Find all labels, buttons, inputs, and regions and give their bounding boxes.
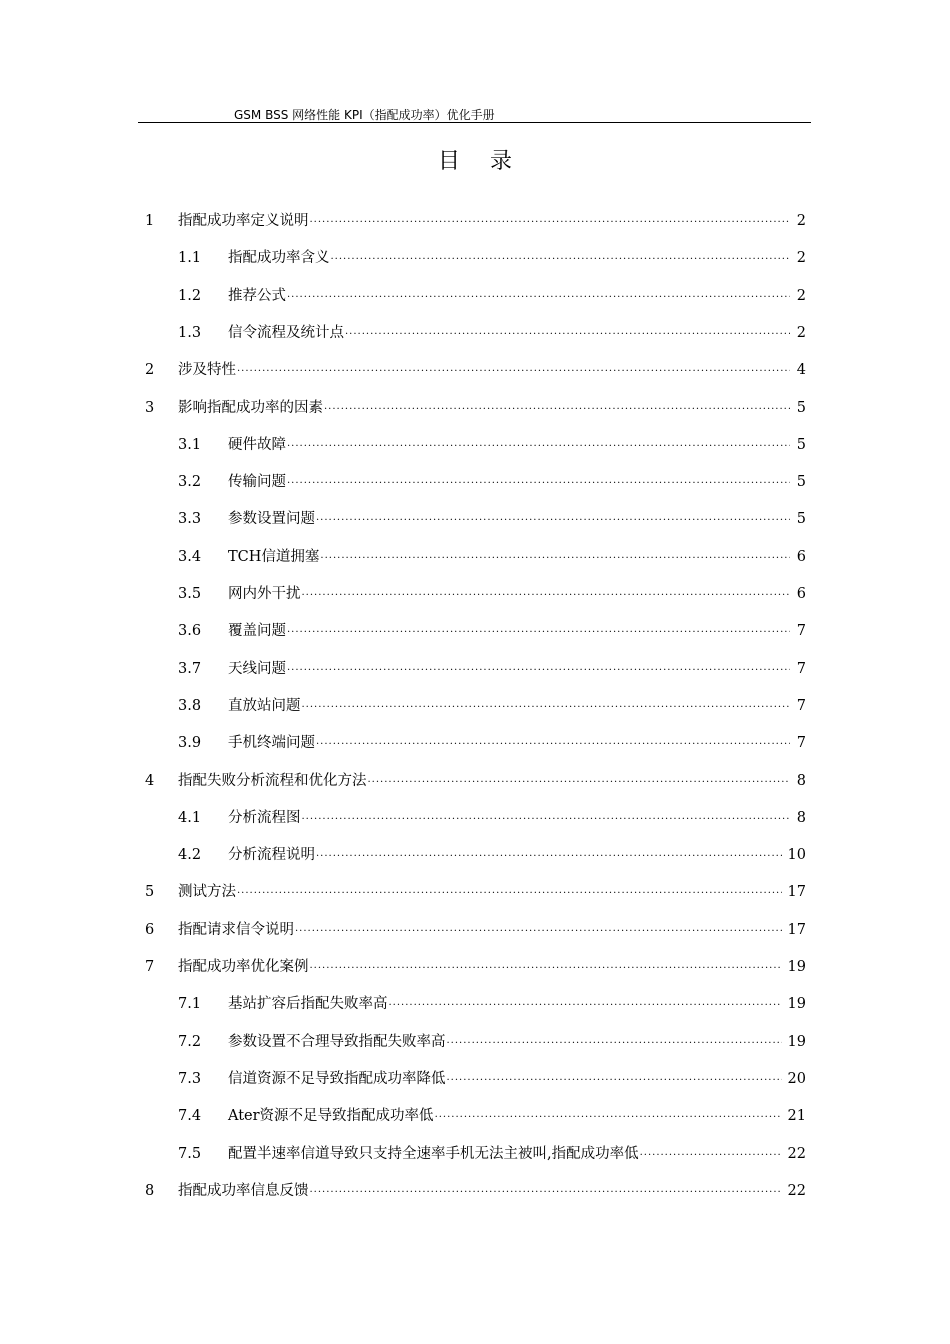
toc-entry-number: 6 bbox=[145, 922, 155, 938]
toc-entry[interactable] bbox=[178, 844, 806, 866]
toc-entry-label: 传输问题 bbox=[228, 474, 286, 490]
toc-leader-dots bbox=[640, 1142, 782, 1164]
toc-leader-dots bbox=[320, 545, 790, 567]
toc-entry-label: 基站扩容后指配失败率高 bbox=[228, 996, 388, 1012]
toc-entry[interactable] bbox=[178, 583, 806, 605]
toc-entry[interactable] bbox=[145, 956, 806, 978]
toc-entry-number: 4 bbox=[145, 773, 155, 789]
toc-leader-dots bbox=[287, 619, 790, 641]
toc-entry-label: 信令流程及统计点 bbox=[228, 325, 344, 341]
toc-entry[interactable] bbox=[178, 993, 806, 1015]
toc-entry-label: Ater资源不足导致指配成功率低 bbox=[228, 1108, 434, 1124]
toc-entry[interactable] bbox=[178, 1143, 806, 1165]
toc-leader-dots bbox=[316, 731, 790, 753]
toc-entry-page: 8 bbox=[796, 773, 806, 789]
toc-entry[interactable] bbox=[178, 1105, 806, 1127]
toc-entry[interactable] bbox=[178, 1031, 806, 1053]
toc-entry[interactable] bbox=[178, 695, 806, 717]
toc-entry-label: 网内外干扰 bbox=[228, 586, 301, 602]
toc-entry-number: 3.8 bbox=[178, 698, 202, 714]
toc-entry-label: 指配失败分析流程和优化方法 bbox=[178, 773, 367, 789]
toc-leader-dots bbox=[295, 918, 782, 940]
toc-entry-label: 指配成功率信息反馈 bbox=[178, 1183, 309, 1199]
toc-entry-page: 19 bbox=[787, 959, 806, 975]
toc-leader-dots bbox=[287, 433, 790, 455]
toc-entry-page: 19 bbox=[787, 1034, 806, 1050]
toc-entry-page: 4 bbox=[796, 362, 806, 378]
toc-entry-page: 2 bbox=[796, 325, 806, 341]
toc-entry-page: 21 bbox=[787, 1108, 806, 1124]
toc-entry-label: 覆盖问题 bbox=[228, 623, 286, 639]
toc-entry-page: 22 bbox=[787, 1183, 806, 1199]
toc-entry-page: 22 bbox=[787, 1146, 806, 1162]
running-header: GSM BSS 网络性能 KPI（指配成功率）优化手册 bbox=[234, 108, 495, 122]
toc-entry-label: 配置半速率信道导致只支持全速率手机无法主被叫,指配成功率低 bbox=[228, 1146, 639, 1162]
toc-entry-number: 5 bbox=[145, 884, 155, 900]
toc-entry-label: 指配成功率含义 bbox=[228, 250, 330, 266]
toc-entry-label: 硬件故障 bbox=[228, 437, 286, 453]
toc-leader-dots bbox=[287, 470, 790, 492]
toc-entry[interactable] bbox=[178, 1068, 806, 1090]
toc-entry-page: 5 bbox=[796, 400, 806, 416]
toc-entry[interactable] bbox=[145, 1180, 806, 1202]
toc-entry-label: 推荐公式 bbox=[228, 288, 286, 304]
toc-entry[interactable] bbox=[178, 508, 806, 530]
toc-entry-number: 3.4 bbox=[178, 549, 202, 565]
toc-leader-dots bbox=[302, 806, 791, 828]
toc-leader-dots bbox=[316, 843, 782, 865]
toc-entry[interactable] bbox=[145, 397, 806, 419]
toc-entry-label: 影响指配成功率的因素 bbox=[178, 400, 323, 416]
toc-entry-number: 3.7 bbox=[178, 661, 202, 677]
toc-entry[interactable] bbox=[178, 658, 806, 680]
toc-entry-page: 20 bbox=[787, 1071, 806, 1087]
toc-entry-number: 3.9 bbox=[178, 735, 202, 751]
toc-leader-dots bbox=[302, 582, 791, 604]
toc-entry-number: 2 bbox=[145, 362, 155, 378]
toc-entry-page: 2 bbox=[796, 213, 806, 229]
toc-entry-label: 分析流程说明 bbox=[228, 847, 315, 863]
toc-entry[interactable] bbox=[178, 285, 806, 307]
toc-entry-page: 8 bbox=[796, 810, 806, 826]
toc-entry-page: 6 bbox=[796, 549, 806, 565]
toc-entry-page: 5 bbox=[796, 437, 806, 453]
toc-entry[interactable] bbox=[145, 770, 806, 792]
toc-entry[interactable] bbox=[178, 546, 806, 568]
toc-leader-dots bbox=[287, 284, 790, 306]
toc-entry-page: 2 bbox=[796, 288, 806, 304]
toc-entry-page: 7 bbox=[796, 735, 806, 751]
toc-entry-label: 直放站问题 bbox=[228, 698, 301, 714]
toc-leader-dots bbox=[287, 657, 790, 679]
toc-entry[interactable] bbox=[145, 359, 806, 381]
toc-entry-page: 10 bbox=[787, 847, 806, 863]
toc-leader-dots bbox=[389, 992, 782, 1014]
toc-entry[interactable] bbox=[178, 434, 806, 456]
toc-leader-dots bbox=[316, 507, 790, 529]
toc-leader-dots bbox=[447, 1030, 782, 1052]
toc-entry-page: 2 bbox=[796, 250, 806, 266]
toc-entry-page: 17 bbox=[787, 884, 806, 900]
toc-entry-number: 3.2 bbox=[178, 474, 202, 490]
toc-entry[interactable] bbox=[145, 210, 806, 232]
toc-entry-number: 4.1 bbox=[178, 810, 202, 826]
toc-leader-dots bbox=[331, 246, 791, 268]
toc-entry[interactable] bbox=[178, 471, 806, 493]
toc-entry[interactable] bbox=[178, 247, 806, 269]
toc-entry-label: 测试方法 bbox=[178, 884, 236, 900]
toc-entry-number: 1.1 bbox=[178, 250, 202, 266]
toc-entry-label: TCH信道拥塞 bbox=[228, 549, 320, 565]
toc-leader-dots bbox=[310, 209, 791, 231]
toc-entry[interactable] bbox=[145, 919, 806, 941]
toc-entry-number: 3.1 bbox=[178, 437, 202, 453]
toc-entry-number: 7.3 bbox=[178, 1071, 202, 1087]
toc-entry[interactable] bbox=[178, 322, 806, 344]
toc-entry-page: 7 bbox=[796, 661, 806, 677]
toc-entry[interactable] bbox=[145, 881, 806, 903]
toc-entry-number: 7.4 bbox=[178, 1108, 202, 1124]
toc-leader-dots bbox=[310, 955, 782, 977]
toc-entry-number: 1.3 bbox=[178, 325, 202, 341]
header-rule bbox=[138, 122, 811, 123]
toc-entry-label: 涉及特性 bbox=[178, 362, 236, 378]
toc-leader-dots bbox=[324, 396, 790, 418]
toc-entry-number: 3 bbox=[145, 400, 155, 416]
toc-entry-page: 17 bbox=[787, 922, 806, 938]
toc-leader-dots bbox=[310, 1179, 782, 1201]
toc-leader-dots bbox=[368, 769, 791, 791]
toc-leader-dots bbox=[345, 321, 790, 343]
toc-entry-number: 7.1 bbox=[178, 996, 202, 1012]
toc-entry-page: 6 bbox=[796, 586, 806, 602]
toc-leader-dots bbox=[435, 1104, 782, 1126]
toc-entry-number: 7.5 bbox=[178, 1146, 202, 1162]
toc-entry-page: 5 bbox=[796, 511, 806, 527]
toc-entry-label: 手机终端问题 bbox=[228, 735, 315, 751]
toc-entry[interactable] bbox=[178, 620, 806, 642]
toc-entry-label: 分析流程图 bbox=[228, 810, 301, 826]
toc-entry-label: 指配请求信令说明 bbox=[178, 922, 294, 938]
toc-entry-number: 3.5 bbox=[178, 586, 202, 602]
toc-leader-dots bbox=[302, 694, 791, 716]
toc-leader-dots bbox=[237, 880, 782, 902]
toc-title: 目录 bbox=[437, 149, 542, 174]
toc-entry-page: 7 bbox=[796, 698, 806, 714]
toc-entry-page: 19 bbox=[787, 996, 806, 1012]
toc-entry[interactable] bbox=[178, 807, 806, 829]
toc-entry-label: 参数设置问题 bbox=[228, 511, 315, 527]
toc-entry-label: 指配成功率定义说明 bbox=[178, 213, 309, 229]
toc-entry-number: 1 bbox=[145, 213, 155, 229]
toc-entry-label: 指配成功率优化案例 bbox=[178, 959, 309, 975]
toc-leader-dots bbox=[447, 1067, 782, 1089]
toc-entry-label: 天线问题 bbox=[228, 661, 286, 677]
toc-entry-number: 8 bbox=[145, 1183, 155, 1199]
toc-entry[interactable] bbox=[178, 732, 806, 754]
toc-entry-number: 1.2 bbox=[178, 288, 202, 304]
toc-entry-page: 5 bbox=[796, 474, 806, 490]
toc-entry-label: 信道资源不足导致指配成功率降低 bbox=[228, 1071, 446, 1087]
toc-entry-number: 4.2 bbox=[178, 847, 202, 863]
toc-entry-label: 参数设置不合理导致指配失败率高 bbox=[228, 1034, 446, 1050]
toc-entry-number: 7.2 bbox=[178, 1034, 202, 1050]
toc-entry-number: 7 bbox=[145, 959, 155, 975]
toc-entry-number: 3.3 bbox=[178, 511, 202, 527]
toc-leader-dots bbox=[237, 358, 790, 380]
toc-entry-number: 3.6 bbox=[178, 623, 202, 639]
toc-entry-page: 7 bbox=[796, 623, 806, 639]
